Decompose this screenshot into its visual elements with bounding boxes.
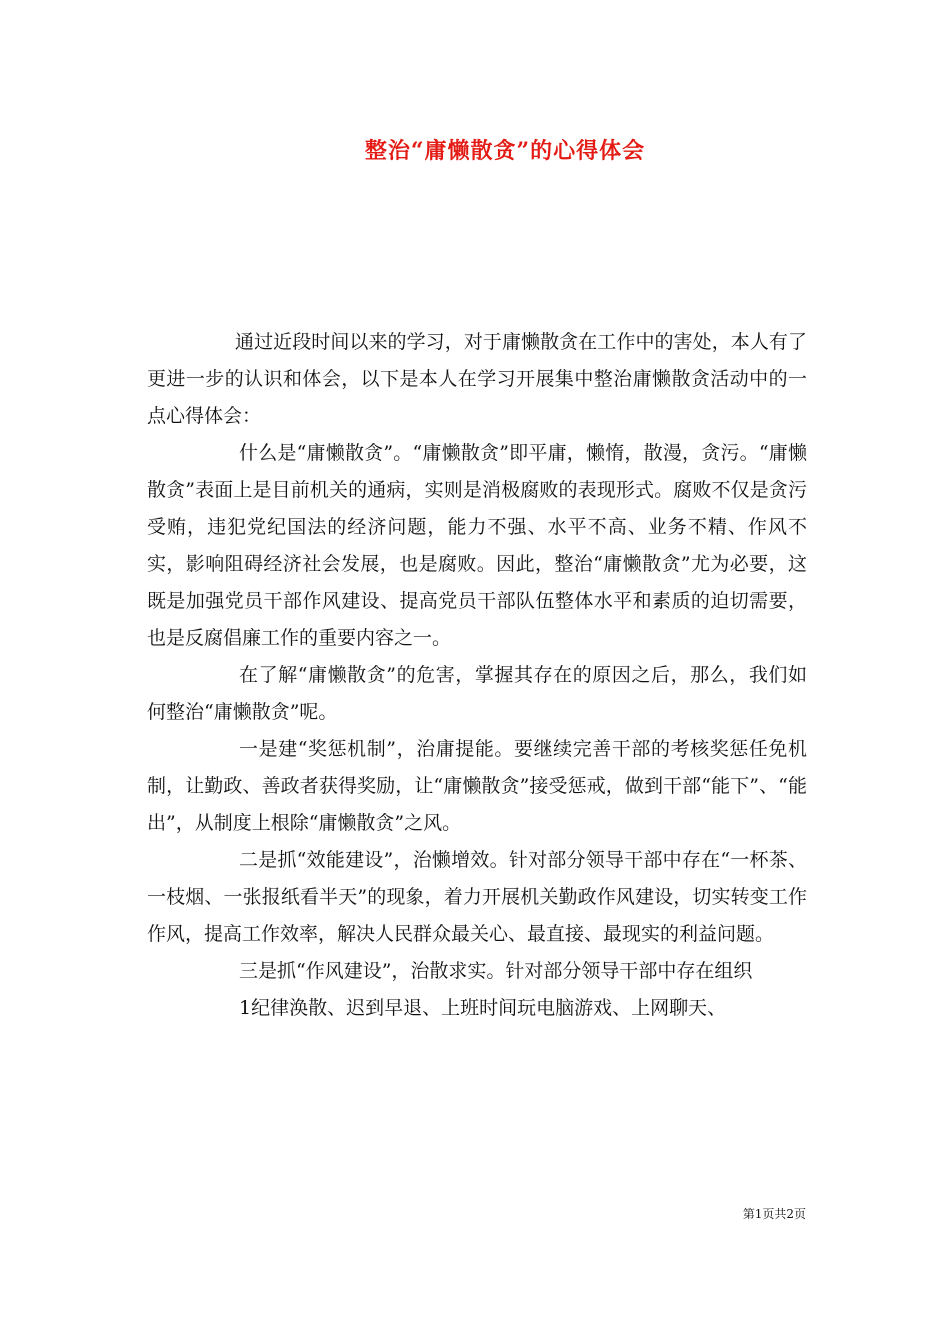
- paragraph-point-three: 三是抓“作风建设”，治散求实。针对部分领导干部中存在组织: [239, 960, 753, 982]
- paragraph-continued: 1纪律涣散、迟到早退、上班时间玩电脑游戏、上网聊天、: [239, 997, 727, 1019]
- paragraph-point-two: 二是抓“效能建设”，治懒增效。针对部分领导干部中存在“一杯茶、一枝烟、一张报纸看半天”的现象，着力开展机关勤政作风建设，切实转变工作作风，提高工作效率，解决人民群众最关心、最直接、最现实的利益问题。: [147, 849, 807, 945]
- paragraph-definition: 什么是“庸懒散贪”。“庸懒散贪”即平庸，懒惰，散漫，贪污。“庸懒散贪”表面上是目前机关的通病，实则是消极腐败的表现形式。腐败不仅是贪污受贿，违犯党纪国法的经济问题，能力不强、水平不高、业务不精、作风不实，影响阻碍经济社会发展，也是腐败。因此，整治“庸懒散贪”尤为必要，这既是加强党员干部作风建设、提高党员干部队伍整体水平和素质的迫切需要，也是反腐倡廉工作的重要内容之一。: [147, 442, 807, 649]
- document-body: [147, 324, 807, 1027]
- page-number: 第1页共2页: [742, 1207, 806, 1221]
- document-title: 整治“庸懒散贪”的心得体会: [364, 138, 646, 164]
- paragraph-question: 在了解“庸懒散贪”的危害，掌握其存在的原因之后，那么，我们如何整治“庸懒散贪”呢。: [147, 664, 807, 723]
- paragraph-intro: 通过近段时间以来的学习，对于庸懒散贪在工作中的害处，本人有了更进一步的认识和体会，以下是本人在学习开展集中整治庸懒散贪活动中的一点心得体会：: [147, 331, 807, 427]
- paragraph-point-one: 一是建“奖惩机制”，治庸提能。要继续完善干部的考核奖惩任免机制，让勤政、善政者获得奖励，让“庸懒散贪”接受惩戒，做到干部“能下”、“能出”，从制度上根除“庸懒散贪”之风。: [147, 738, 807, 834]
